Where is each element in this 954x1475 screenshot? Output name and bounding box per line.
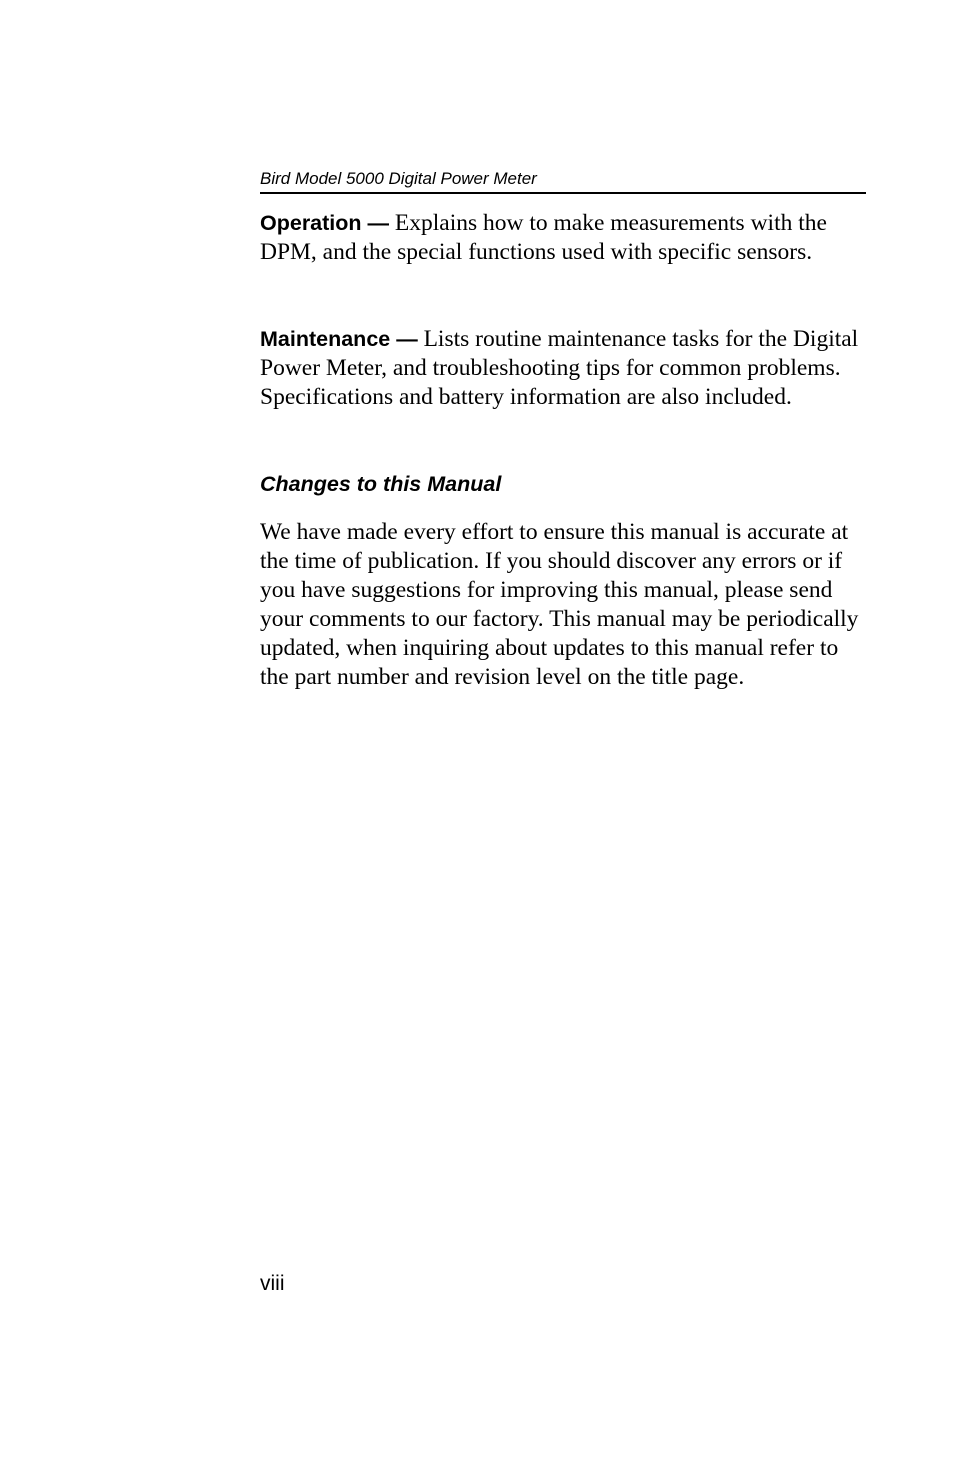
maintenance-paragraph [260,325,866,412]
changes-paragraph: We have made every effort to ensure this manual is accurate at the time of publication. If you should discover any errors or if you have suggestions for improving this manual, please send your comments to our factory. This manual may be periodically updated, when inquiring about updates to this manual refer to the part number and revision level on the title page. [260,519,859,690]
operation-lead: Operation — [260,211,390,235]
page-number: viii [260,1272,285,1295]
running-header-title: Bird Model 5000 Digital Power Meter [260,169,537,188]
running-header [260,166,866,194]
changes-heading: Changes to this Manual [260,472,502,496]
maintenance-text: Lists routine maintenance tasks for the Digital Power Meter, and troubleshooting tips for common problems. Specifications and battery information are also included. [260,326,859,410]
maintenance-lead: Maintenance — [260,327,418,351]
operation-text: Explains how to make measurements with the DPM, and the special functions used with specific sensors. [260,210,827,265]
operation-paragraph [260,209,866,267]
